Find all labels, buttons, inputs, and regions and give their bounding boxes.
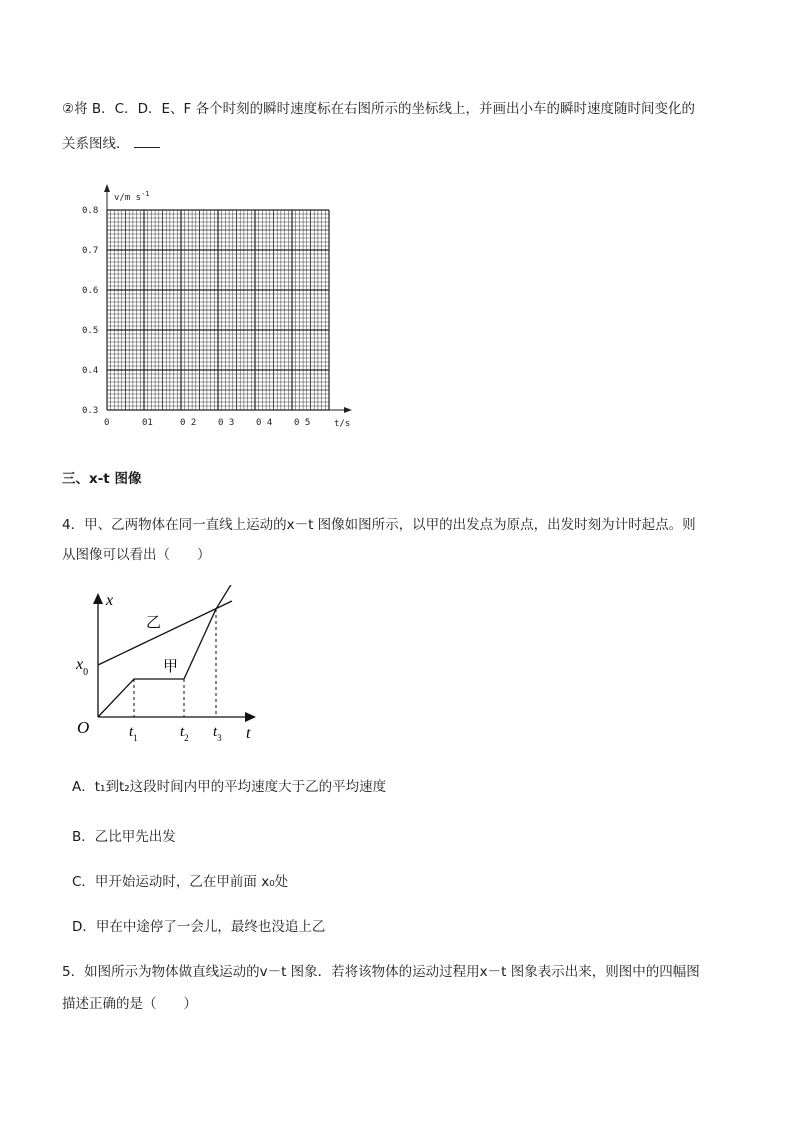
x-axis-arrow	[344, 407, 352, 413]
xt-graph-figure	[70, 585, 270, 750]
question-text-line: ②将 B．C．D．E、F 各个时刻的瞬时速度标在右图所示的坐标线上，并画出小车的瞬时速度随时间变化的	[62, 101, 696, 117]
option-d[interactable]: D．甲在中途停了一会儿，最终也没追上乙	[72, 919, 326, 935]
x-tick-label: 0 3	[218, 418, 235, 428]
label-jia: 甲	[163, 657, 179, 675]
x-tick-label: 0 4	[256, 418, 273, 428]
velocity-grid-figure	[70, 180, 360, 430]
y-tick-label: 0.7	[82, 246, 99, 256]
section-heading: 三、x-t 图像	[62, 471, 142, 487]
x-tick-label: 0	[104, 418, 110, 428]
line-yi	[98, 601, 232, 665]
y-axis-arrow	[104, 184, 110, 192]
label-yi: 乙	[146, 613, 162, 631]
question-text-line: 4．甲、乙两物体在同一直线上运动的x－t 图像如图所示，以甲的出发点为原点，出发时刻为计时起点。则	[62, 517, 696, 533]
y-axis-label: v/m $s^{-1}$	[114, 190, 150, 203]
y-tick-labels	[82, 206, 98, 416]
xt-y-axis-arrow	[93, 593, 103, 604]
x-tick-label: 0 2	[180, 418, 197, 428]
xt-x-axis-label: t	[246, 725, 251, 742]
x-tick-label: 0 5	[294, 418, 311, 428]
question-text-line: 从图像可以看出（ ）	[62, 547, 211, 563]
grid-lines	[107, 210, 329, 410]
y-tick-label: 0.3	[82, 406, 99, 416]
x-tick-label: 01	[142, 418, 153, 428]
y-tick-label: 0.8	[82, 206, 99, 216]
y-tick-label: 0.4	[82, 366, 99, 376]
question-text-line: 5．如图所示为物体做直线运动的v－t 图象．若将该物体的运动过程用x－t 图象表示出来，则图中的四幅图	[62, 964, 700, 980]
question-text-line	[62, 133, 160, 154]
answer-blank[interactable]	[134, 133, 160, 148]
y-tick-label: 0.6	[82, 286, 99, 296]
line-jia	[98, 585, 232, 717]
option-b[interactable]: B．乙比甲先出发	[72, 829, 176, 845]
t1-label: $t_1$	[129, 724, 138, 743]
option-a[interactable]: A．t₁到t₂这段时间内甲的平均速度大于乙的平均速度	[72, 779, 387, 795]
origin-label: O	[77, 718, 90, 737]
question-text-fragment: 关系图线．	[62, 136, 130, 152]
t3-label: $t_3$	[213, 724, 222, 743]
x-tick-labels	[104, 418, 310, 428]
question-text-line: 描述正确的是（ ）	[62, 996, 197, 1012]
xt-x-axis-arrow	[245, 712, 256, 722]
xt-y-axis-label: x	[106, 592, 114, 609]
x0-label: $x_0$	[76, 656, 89, 678]
option-c[interactable]: C．甲开始运动时，乙在甲前面 x₀处	[72, 874, 289, 890]
t2-label: $t_2$	[180, 724, 189, 743]
y-tick-label: 0.5	[82, 326, 99, 336]
x-axis-label: t/s	[334, 419, 351, 429]
